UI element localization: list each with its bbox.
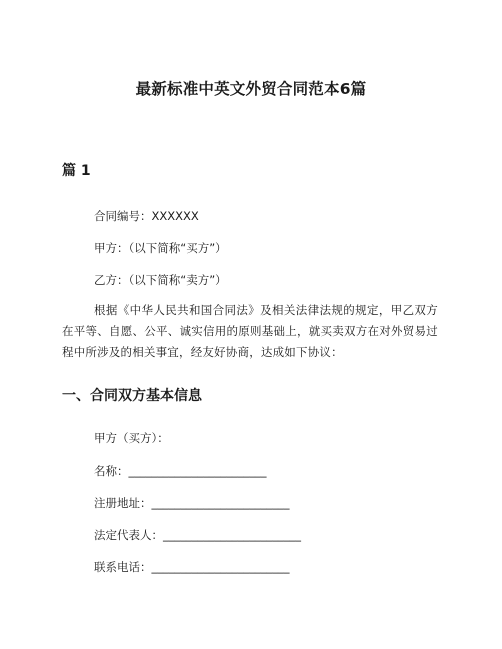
buyer-label: 甲方（买方）：: [94, 431, 169, 445]
field-legal-representative: 法定代表人：________________________: [94, 528, 301, 542]
party-a-line: 甲方：（以下简称“买方”）: [94, 241, 227, 255]
party-b-line: 乙方：（以下简称“卖方”）: [94, 273, 227, 287]
document-title: 最新标准中英文外贸合同范本6篇: [135, 80, 367, 98]
contract-number: 合同编号：XXXXXX: [94, 209, 199, 223]
field-address: 注册地址：________________________: [94, 496, 290, 510]
intro-paragraph: 根据《中华人民共和国合同法》及相关法律法规的规定，甲乙双方在平等、自愿、公平、诚实信用的原则基础上，就买卖双方在对外贸易过程中所涉及的相关事宜，经友好协商，达成如下协议：: [62, 303, 438, 359]
part-heading: 篇 1: [62, 163, 91, 179]
field-name: 名称：________________________: [94, 464, 267, 478]
section-heading: 一、合同双方基本信息: [62, 388, 202, 404]
field-phone: 联系电话：________________________: [94, 560, 290, 574]
